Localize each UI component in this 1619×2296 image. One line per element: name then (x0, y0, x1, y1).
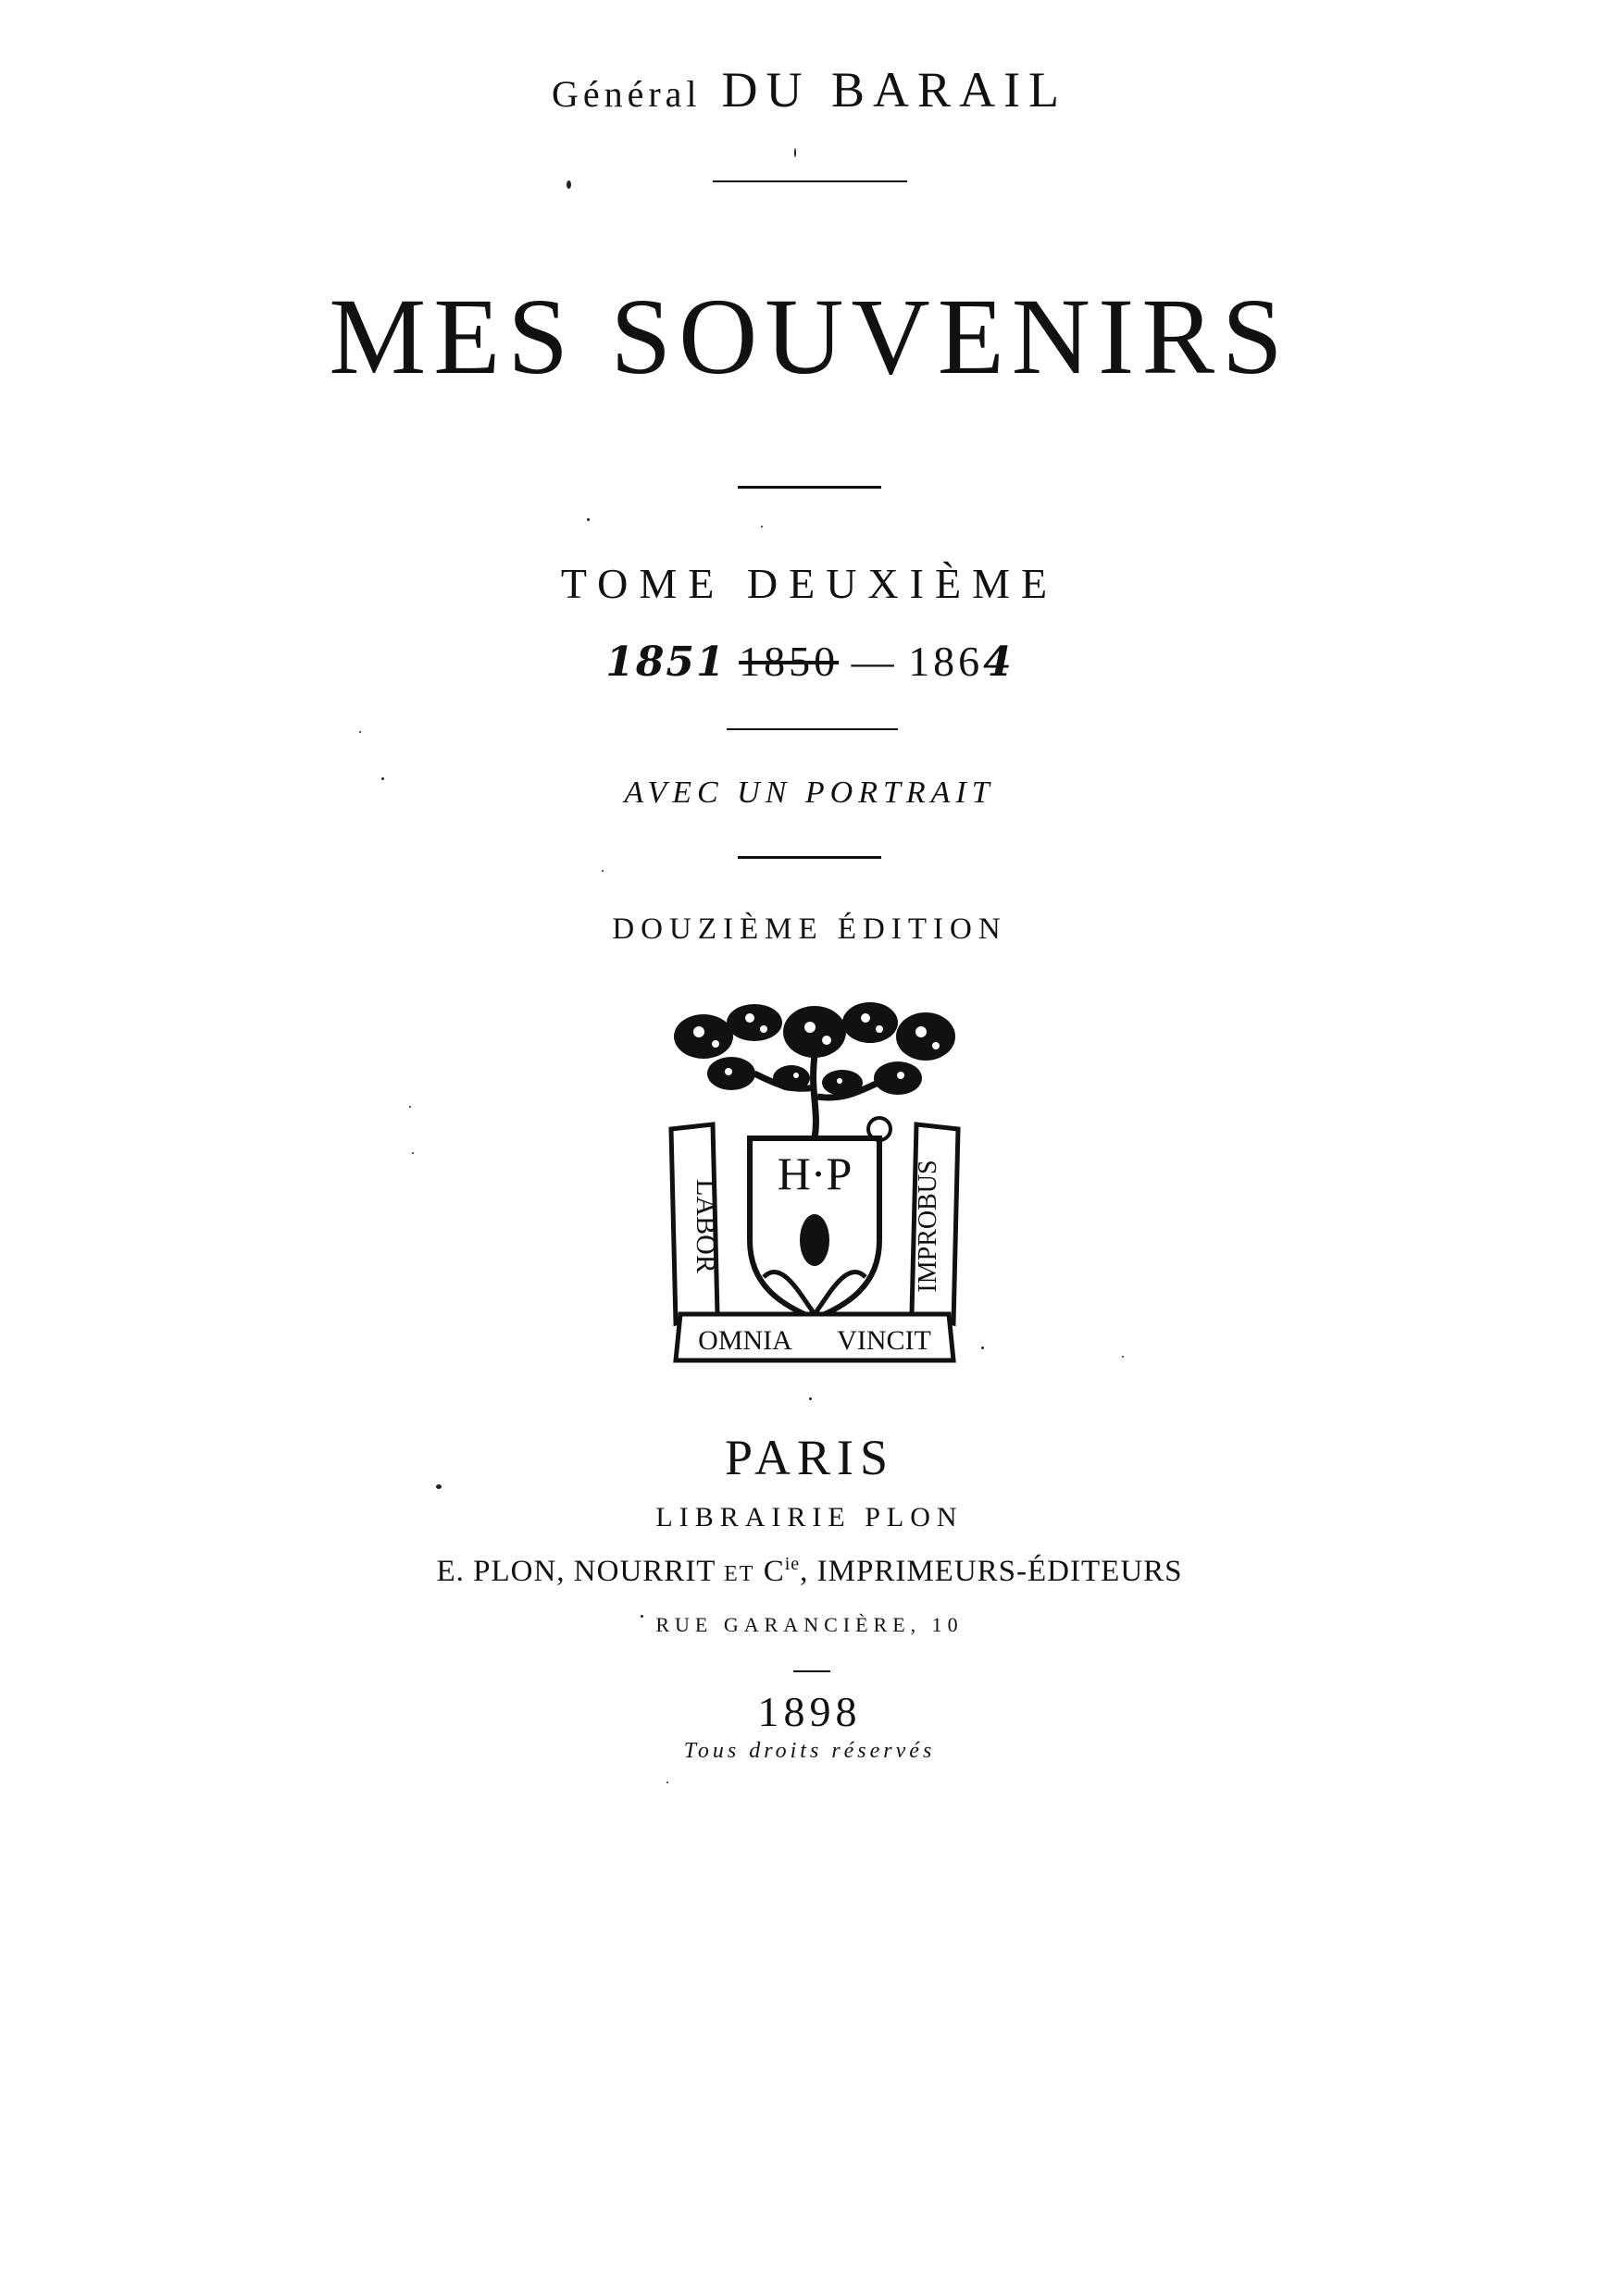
ink-speck (1122, 1356, 1124, 1358)
bee-icon (800, 1214, 829, 1266)
publisher-role: , IMPRIMEURS-ÉDITEURS (800, 1555, 1183, 1588)
author-name: DU BARAIL (721, 62, 1068, 118)
imprint-city: PARIS (724, 1430, 895, 1485)
ink-speck (981, 1347, 984, 1349)
edition-label: DOUZIÈME ÉDITION (612, 912, 1007, 946)
printed-start-year: 1850 (739, 638, 840, 685)
banner-left-text: OMNIA (698, 1325, 792, 1356)
date-dash: — (851, 638, 896, 685)
rights-notice: Tous droits réservés (683, 1739, 936, 1763)
ink-speck (761, 526, 763, 527)
ink-speck (794, 148, 796, 157)
ink-speck (809, 1397, 812, 1400)
handwritten-end-digit: 4 (983, 639, 1014, 686)
volume-dates (0, 638, 1619, 686)
handwritten-start-year: 1851 (605, 639, 727, 686)
banner-right-text: VINCIT (837, 1325, 931, 1356)
imprint-publisher (0, 1555, 1619, 1587)
ink-speck (587, 518, 590, 521)
ink-speck (567, 180, 571, 189)
rule-under-title (738, 486, 881, 489)
author-rank: Général (551, 73, 702, 115)
rule-under-portrait (738, 856, 881, 859)
ribbon-left-text: LABOR (691, 1179, 721, 1273)
ink-speck (412, 1152, 414, 1154)
author-line (0, 62, 1619, 118)
ink-speck (409, 1106, 411, 1108)
imprint-year: 1898 (757, 1688, 862, 1735)
volume-label: TOME DEUXIÈME (560, 560, 1059, 607)
publisher-names: E. PLON, NOURRIT (436, 1555, 716, 1588)
shield-monogram: H·P (777, 1148, 853, 1199)
publisher-company: C (763, 1555, 785, 1588)
rule-under-dates (727, 728, 898, 730)
ink-speck (359, 731, 361, 733)
imprint-street: RUE GARANCIÈRE, 10 (655, 1613, 964, 1636)
ink-speck (666, 1781, 668, 1783)
book-title: MES SOUVENIRS (329, 276, 1290, 397)
ink-speck (436, 1484, 442, 1489)
publisher-et: ET (724, 1562, 755, 1586)
rule-under-author (713, 180, 907, 182)
ink-speck (641, 1615, 643, 1618)
rule-above-year (793, 1670, 830, 1672)
ink-speck (602, 870, 604, 872)
printed-end-year: 186 (908, 638, 984, 685)
imprint-library: LIBRAIRIE PLON (655, 1502, 964, 1533)
printer-mark-logo (662, 999, 967, 1365)
portrait-note: AVEC UN PORTRAIT (624, 776, 995, 810)
publisher-company-sup: ie (784, 1554, 801, 1574)
ribbon-right-text: IMPROBUS (914, 1160, 942, 1293)
